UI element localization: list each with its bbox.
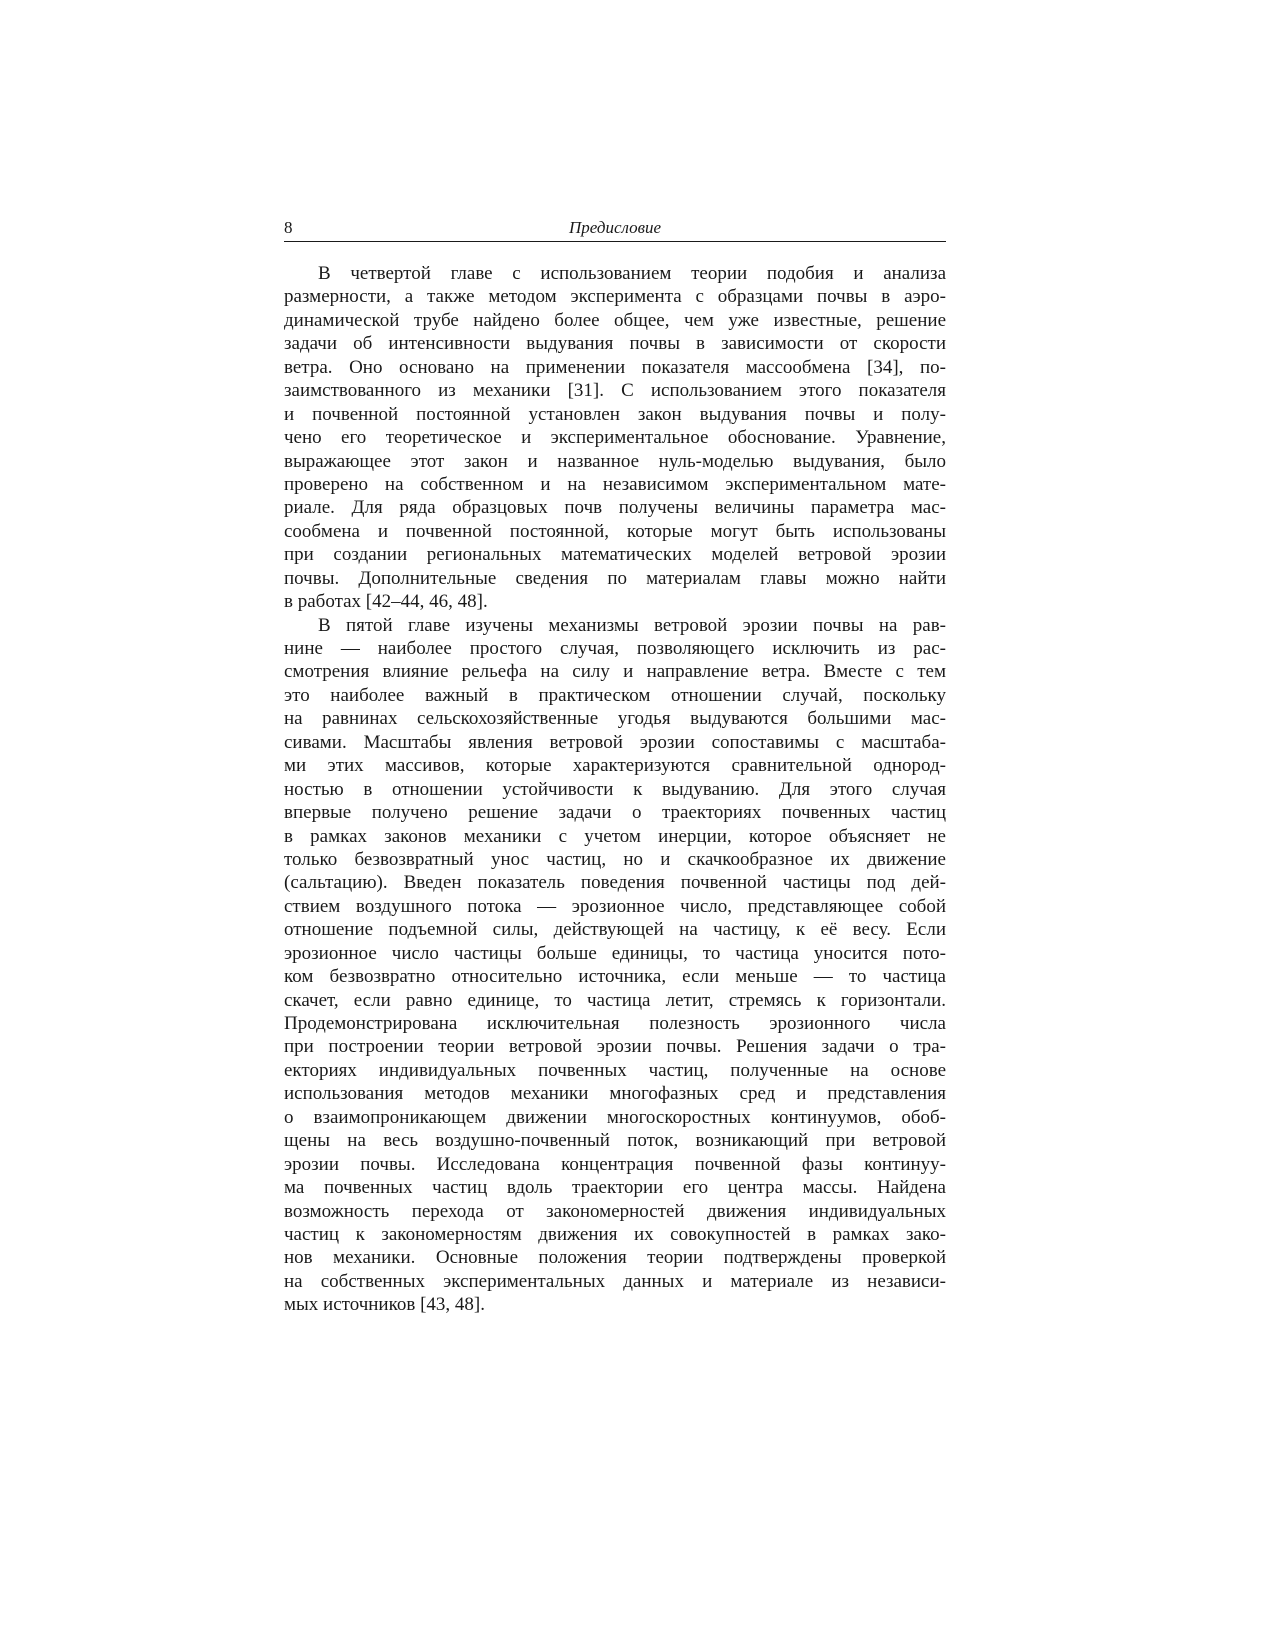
text-line: смотрения влияние рельефа на силу и направление ветра. Вместе с тем (284, 661, 946, 683)
text-line: ма почвенных частиц вдоль траектории его центра массы. Найдена (284, 1177, 946, 1199)
page-number: 8 (284, 218, 293, 237)
text-line: динамической трубе найдено более общее, чем уже известные, решение (284, 309, 946, 331)
text-line: эрозии почвы. Исследована концентрация почвенной фазы континуу- (284, 1153, 946, 1175)
text-line: при создании региональных математических моделей ветровой эрозии (284, 544, 946, 566)
text-line: нине — наиболее простого случая, позволяющего исключить из рас- (284, 638, 946, 659)
text-line: в рамках законов механики с учетом инерции, которое объясняет не (284, 825, 946, 847)
text-line: (сальтацию). Введен показатель поведения почвенной частицы под дей- (284, 872, 946, 894)
text-line: на равнинах сельскохозяйственные угодья выдуваются большими мас- (284, 708, 946, 730)
page-header (284, 213, 946, 242)
text-line: ствием воздушного потока — эрозионное число, представляющее собой (284, 895, 946, 917)
text-line: и почвенной постоянной установлен закон выдувания почвы и полу- (284, 403, 946, 425)
text-line: возможность перехода от закономерностей движения индивидуальных (284, 1200, 946, 1222)
text-line: сивами. Масштабы явления ветровой эрозии сопоставимы с масштаба- (284, 731, 946, 753)
paragraph (284, 614, 946, 1317)
paragraph (284, 262, 946, 614)
text-line: екториях индивидуальных почвенных частиц, полученные на основе (284, 1059, 946, 1081)
text-line: мых источников [43, 48]. (284, 1294, 485, 1316)
body-text (284, 262, 946, 1317)
text-line: риале. Для ряда образцовых почв получены величины параметра мас- (284, 497, 946, 519)
text-line: заимствованного из механики [31]. С использованием этого показателя (284, 380, 946, 402)
text-line: частиц к закономерностям движения их совокупностей в рамках зако- (284, 1223, 946, 1245)
text-line: В пятой главе изучены механизмы ветровой эрозии почвы на рав- (318, 614, 946, 636)
text-line: впервые получено решение задачи о траекториях почвенных частиц (284, 802, 946, 824)
text-line: проверено на собственном и на независимом экспериментальном мате- (284, 473, 946, 495)
text-line: отношение подъемной силы, действующей на частицу, к её весу. Если (284, 919, 946, 941)
text-line: размерности, а также методом эксперимента с образцами почвы в аэро- (284, 286, 946, 308)
text-line: почвы. Дополнительные сведения по материалам главы можно найти (284, 567, 946, 589)
text-line: эрозионное число частицы больше единицы, то частица уносится пото- (284, 942, 946, 964)
text-line: в работах [42–44, 46, 48]. (284, 591, 488, 613)
text-line: задачи об интенсивности выдувания почвы в зависимости от скорости (284, 333, 946, 355)
text-line: использования методов механики многофазных сред и представления (284, 1083, 946, 1105)
text-line: щены на весь воздушно-почвенный поток, возникающий при ветровой (284, 1130, 946, 1152)
text-line: скачет, если равно единице, то частица летит, стремясь к горизонтали. (284, 989, 946, 1011)
text-line: ветра. Оно основано на применении показателя массообмена [34], по- (284, 356, 946, 378)
text-line: ком безвозвратно относительно источника, если меньше — то частица (284, 966, 946, 988)
text-line: выражающее этот закон и названное нуль-моделью выдувания, было (284, 450, 946, 472)
text-line: Продемонстрирована исключительная полезность эрозионного числа (284, 1013, 946, 1034)
running-title: Предисловие (568, 218, 662, 237)
text-line: о взаимопроникающем движении многоскоростных континуумов, обоб- (284, 1106, 946, 1128)
text-line: ми этих массивов, которые характеризуются сравнительной однород- (284, 755, 946, 777)
text-line: ностью в отношении устойчивости к выдуванию. Для этого случая (284, 778, 946, 800)
text-line: только безвозвратный унос частиц, но и скачкообразное их движение (284, 848, 946, 870)
text-line: на собственных экспериментальных данных и материале из независи- (284, 1270, 946, 1292)
text-line: это наиболее важный в практическом отношении случай, поскольку (284, 684, 946, 706)
text-line: сообмена и почвенной постоянной, которые могут быть использованы (284, 520, 946, 542)
text-line: нов механики. Основные положения теории подтверждены проверкой (284, 1247, 946, 1269)
text-line: чено его теоретическое и экспериментальное обоснование. Уравнение, (284, 427, 946, 449)
text-line: при построении теории ветровой эрозии почвы. Решения задачи о тра- (284, 1036, 946, 1058)
text-line: В четвертой главе с использованием теории подобия и анализа (318, 263, 946, 284)
